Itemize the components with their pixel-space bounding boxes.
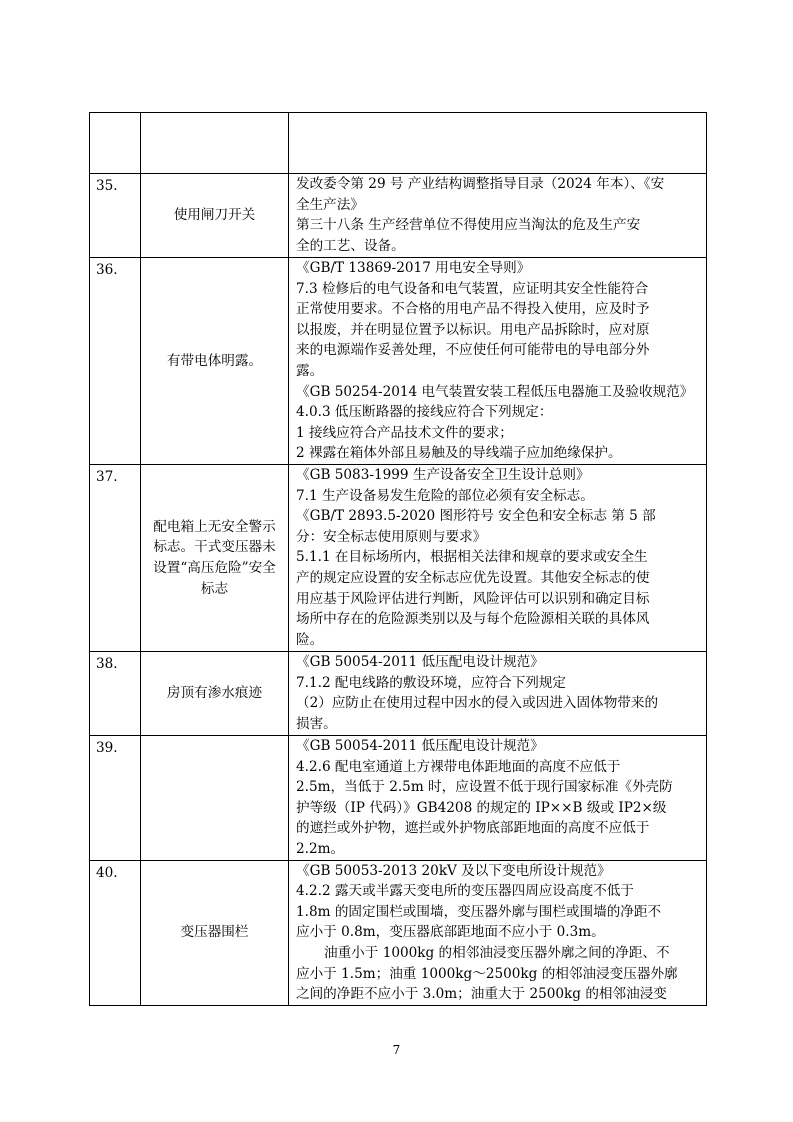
basis-line: 发改委令第 29 号 产业结构调整指导目录（2024 年本）、《安 — [296, 176, 665, 192]
basis-line: 4.2.6 配电室通道上方裸带电体距地面的高度不应低于 — [296, 758, 621, 775]
basis-line: 以报废，并在明显位置予以标识。用电产品拆除时，应对原 — [296, 321, 650, 338]
row-number: 40. — [90, 860, 141, 1005]
basis-cell — [289, 736, 707, 861]
basis-cell — [289, 465, 707, 652]
basis-line: 险。 — [296, 631, 324, 648]
basis-line: 护等级（IP 代码）》GB4208 的规定的 IP××B 级或 IP2×级 — [296, 799, 667, 816]
table-row — [90, 465, 707, 652]
basis-line: 《GB 50054-2011 低压配电设计规范》 — [296, 738, 544, 754]
basis-line: 5.1.1 在目标场所内，根据相关法律和规章的要求或安全生 — [296, 549, 648, 566]
basis-line: 分：安全标志使用原则与要求》 — [296, 528, 487, 545]
basis-line: 场所中存在的危险源类别以及与每个危险源相关联的具体风 — [296, 611, 650, 628]
row-number: 38. — [90, 652, 141, 736]
basis-line: 应小于 0.8m，变压器底部距地面不应小于 0.3m。 — [296, 924, 605, 941]
basis-cell — [289, 258, 707, 465]
basis-line: 2 裸露在箱体外部且易触及的导线端子应加绝缘保护。 — [296, 445, 622, 462]
basis-line: 应小于 1.5m；油重 1000kg～2500kg 的相邻油浸变压器外廓 — [296, 965, 678, 982]
row-number: 39. — [90, 736, 141, 861]
basis-line: 《GB 50054-2011 低压配电设计规范》 — [296, 654, 544, 670]
page-number: 7 — [392, 1043, 401, 1057]
regulation-table — [89, 112, 707, 1006]
basis-line: 7.3 检修后的电气设备和电气装置，应证明其安全性能符合 — [296, 280, 649, 297]
table-row — [90, 652, 707, 736]
row-number: 35. — [90, 174, 141, 258]
basis-line: 正常使用要求。不合格的用电产品不得投入使用，应及时予 — [296, 301, 650, 318]
basis-line: 2.2m。 — [296, 840, 345, 857]
basis-line: 产的规定应设置的安全标志应优先设置。其他安全标志的使 — [296, 569, 650, 586]
table-row — [90, 113, 707, 174]
basis-line: 7.1 生产设备易发生危险的部位必须有安全标志。 — [296, 487, 594, 504]
basis-line: 露。 — [296, 362, 324, 379]
row-number: 36. — [90, 258, 141, 465]
issue-cell: 有带电体明露。 — [141, 258, 289, 465]
table-row — [90, 860, 707, 1005]
basis-line: 全的工艺、设备。 — [296, 237, 405, 254]
row-number — [90, 113, 141, 174]
basis-line: 油重小于 1000kg 的相邻油浸变压器外廓之间的净距、不 — [324, 944, 670, 961]
basis-line: 来的电源端作妥善处理，不应使任何可能带电的导电部分外 — [296, 342, 650, 359]
basis-line: 《GB/T 13869-2017 用电安全导则》 — [296, 260, 531, 276]
basis-line: 全生产法》 — [296, 196, 364, 213]
basis-line: 用应基于风险评估进行判断，风险评估可以识别和确定目标 — [296, 590, 650, 607]
issue-cell — [141, 736, 289, 861]
basis-line: 2.5m，当低于 2.5m 时，应设置不低于现行国家标准《外壳防 — [296, 779, 673, 796]
basis-line: 之间的净距不应小于 3.0m；油重大于 2500kg 的相邻油浸变 — [296, 986, 667, 1003]
issue-cell — [141, 113, 289, 174]
table-row — [90, 258, 707, 465]
basis-line: 《GB/T 2893.5-2020 图形符号 安全色和安全标志 第 5 部 — [296, 508, 656, 525]
basis-cell — [289, 860, 707, 1005]
basis-line: 4.2.2 露天或半露天变电所的变压器四周应设高度不低于 — [296, 883, 634, 900]
table-row — [90, 736, 707, 861]
basis-line: 《GB 50053-2013 20kV 及以下变电所设计规范》 — [296, 862, 611, 879]
issue-cell: 使用闸刀开关 — [141, 174, 289, 258]
issue-cell: 房顶有渗水痕迹 — [141, 652, 289, 736]
basis-line: 第三十八条 生产经营单位不得使用应当淘汰的危及生产安 — [296, 217, 641, 234]
row-number: 37. — [90, 465, 141, 652]
basis-line: 《GB 50254-2014 电气装置安装工程低压电器施工及验收规范》 — [296, 383, 694, 400]
issue-cell: 配电箱上无安全警示标志。干式变压器未设置“高压危险”安全标志 — [141, 465, 289, 652]
basis-line: 1 接线应符合产品技术文件的要求； — [296, 424, 513, 441]
basis-cell — [289, 652, 707, 736]
basis-line: （2）应防止在使用过程中因水的侵入或因进入固体物带来的 — [296, 695, 659, 712]
basis-line: 7.1.2 配电线路的敷设环境，应符合下列规定 — [296, 674, 567, 691]
basis-line: 4.0.3 低压断路器的接线应符合下列规定： — [296, 404, 553, 421]
basis-line: 的遮拦或外护物，遮拦或外护物底部距地面的高度不应低于 — [296, 820, 650, 837]
basis-cell — [289, 174, 707, 258]
basis-line: 1.8m 的固定围栏或围墙，变压器外廓与围栏或围墙的净距不 — [296, 903, 662, 920]
issue-cell: 变压器围栏 — [141, 860, 289, 1005]
basis-cell — [289, 113, 707, 174]
basis-line: 损害。 — [296, 715, 337, 732]
table-row — [90, 174, 707, 258]
basis-line: 《GB 5083-1999 生产设备安全卫生设计总则》 — [296, 467, 590, 483]
